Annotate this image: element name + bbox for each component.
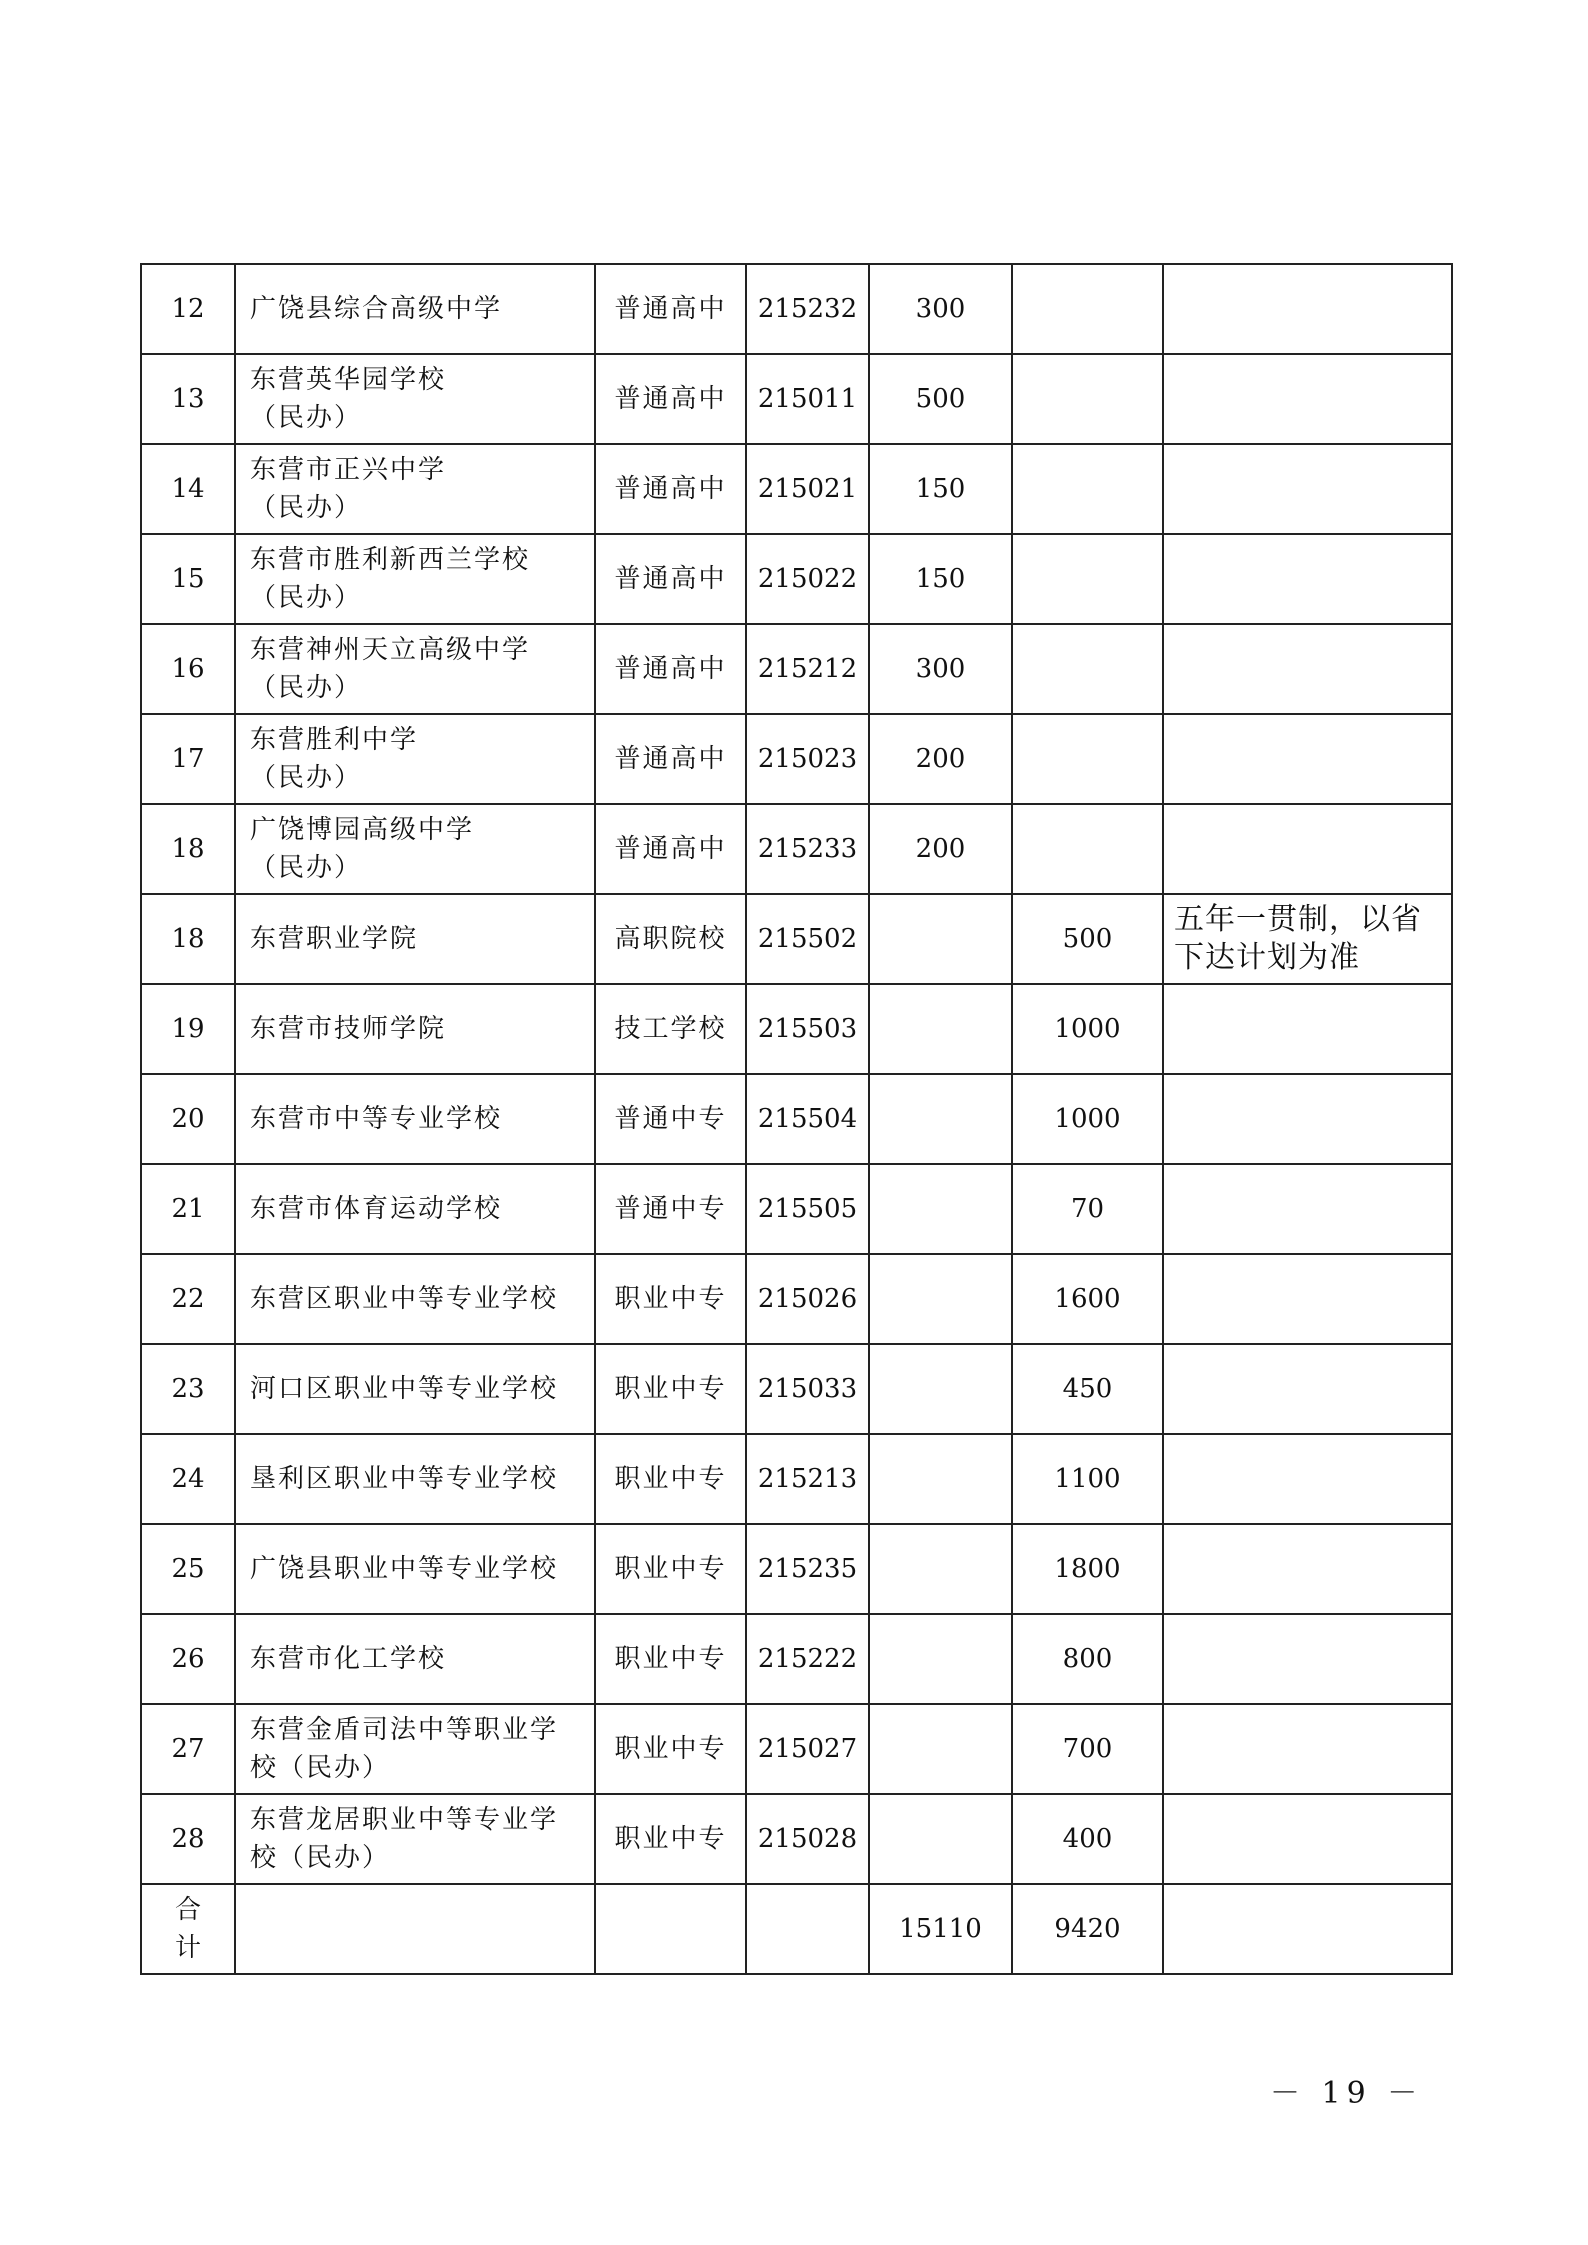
table-row (141, 1614, 1452, 1704)
vocational-plan-cell: 1000 (1012, 984, 1163, 1074)
table-row (141, 1344, 1452, 1434)
high-school-plan-cell: 200 (869, 804, 1012, 894)
school-code-cell: 215503 (746, 984, 869, 1074)
remark-cell (1163, 1254, 1452, 1344)
row-number-cell: 26 (141, 1614, 235, 1704)
high-school-plan-cell: 150 (869, 534, 1012, 624)
table-row (141, 1794, 1452, 1884)
vocational-plan-cell: 1100 (1012, 1434, 1163, 1524)
empty-cell (746, 1884, 869, 1974)
school-type-cell: 普通中专 (595, 1164, 746, 1254)
school-name-cell: 东营市胜利新西兰学校 （民办） (235, 534, 595, 624)
vocational-plan-cell: 1600 (1012, 1254, 1163, 1344)
high-school-plan-cell: 150 (869, 444, 1012, 534)
row-number-cell: 25 (141, 1524, 235, 1614)
school-name-cell: 垦利区职业中等专业学校 (235, 1434, 595, 1524)
remark-cell (1163, 804, 1452, 894)
remark-cell (1163, 714, 1452, 804)
high-school-plan-cell (869, 984, 1012, 1074)
remark-cell (1163, 1164, 1452, 1254)
remark-cell (1163, 1434, 1452, 1524)
school-code-cell: 215222 (746, 1614, 869, 1704)
remark-cell (1163, 444, 1452, 534)
school-code-cell: 215028 (746, 1794, 869, 1884)
vocational-plan-cell: 800 (1012, 1614, 1163, 1704)
table-row (141, 1254, 1452, 1344)
school-type-cell: 普通高中 (595, 264, 746, 354)
high-school-plan-cell: 200 (869, 714, 1012, 804)
table-row (141, 1524, 1452, 1614)
high-school-plan-cell (869, 1614, 1012, 1704)
remark-cell (1163, 1794, 1452, 1884)
vocational-plan-cell (1012, 264, 1163, 354)
school-type-cell: 普通高中 (595, 624, 746, 714)
row-number-cell: 28 (141, 1794, 235, 1884)
school-code-cell: 215021 (746, 444, 869, 534)
school-code-cell: 215022 (746, 534, 869, 624)
school-name-cell: 广饶博园高级中学 （民办） (235, 804, 595, 894)
vocational-plan-cell: 70 (1012, 1164, 1163, 1254)
total-label-cell: 合 计 (141, 1884, 235, 1974)
row-number-cell: 21 (141, 1164, 235, 1254)
vocational-plan-cell (1012, 534, 1163, 624)
school-name-cell: 东营市体育运动学校 (235, 1164, 595, 1254)
table-row (141, 1704, 1452, 1794)
vocational-plan-cell (1012, 624, 1163, 714)
school-name-cell: 广饶县综合高级中学 (235, 264, 595, 354)
school-name-cell: 东营英华园学校 （民办） (235, 354, 595, 444)
school-name-cell: 东营市正兴中学 （民办） (235, 444, 595, 534)
high-school-plan-cell (869, 1794, 1012, 1884)
table-row (141, 1434, 1452, 1524)
school-code-cell: 215502 (746, 894, 869, 984)
school-code-cell: 215232 (746, 264, 869, 354)
school-type-cell: 职业中专 (595, 1524, 746, 1614)
vocational-plan-cell: 450 (1012, 1344, 1163, 1434)
table-row (141, 624, 1452, 714)
remark-cell (1163, 624, 1452, 714)
table-row (141, 984, 1452, 1074)
school-name-cell: 东营龙居职业中等专业学 校（民办） (235, 1794, 595, 1884)
enrollment-plan-table (140, 263, 1453, 1975)
high-school-plan-cell: 500 (869, 354, 1012, 444)
row-number-cell: 20 (141, 1074, 235, 1164)
school-type-cell: 普通高中 (595, 534, 746, 624)
table-row (141, 534, 1452, 624)
school-code-cell: 215233 (746, 804, 869, 894)
table-row (141, 444, 1452, 534)
vocational-plan-cell (1012, 444, 1163, 534)
table-row (141, 264, 1452, 354)
table-row (141, 354, 1452, 444)
school-name-cell: 东营区职业中等专业学校 (235, 1254, 595, 1344)
school-type-cell: 普通高中 (595, 804, 746, 894)
high-school-plan-cell (869, 894, 1012, 984)
remark-cell (1163, 264, 1452, 354)
table-row (141, 1074, 1452, 1164)
row-number-cell: 18 (141, 894, 235, 984)
page-number: － 19 － (1270, 2076, 1424, 2111)
high-school-plan-cell (869, 1074, 1012, 1164)
school-code-cell: 215212 (746, 624, 869, 714)
school-code-cell: 215033 (746, 1344, 869, 1434)
school-name-cell: 广饶县职业中等专业学校 (235, 1524, 595, 1614)
vocational-plan-cell (1012, 804, 1163, 894)
row-number-cell: 13 (141, 354, 235, 444)
school-code-cell: 215011 (746, 354, 869, 444)
vocational-plan-cell: 1000 (1012, 1074, 1163, 1164)
enrollment-plan-table-container (140, 263, 1453, 1975)
school-name-cell: 东营胜利中学 （民办） (235, 714, 595, 804)
remark-cell (1163, 984, 1452, 1074)
empty-cell (1163, 1884, 1452, 1974)
remark-cell (1163, 1344, 1452, 1434)
row-number-cell: 17 (141, 714, 235, 804)
high-school-plan-cell: 300 (869, 264, 1012, 354)
school-code-cell: 215505 (746, 1164, 869, 1254)
school-type-cell: 职业中专 (595, 1614, 746, 1704)
high-school-plan-cell (869, 1434, 1012, 1524)
empty-cell (595, 1884, 746, 1974)
remark-cell (1163, 1704, 1452, 1794)
school-code-cell: 215026 (746, 1254, 869, 1344)
remark-cell (1163, 354, 1452, 444)
remark-cell (1163, 1524, 1452, 1614)
table-row (141, 804, 1452, 894)
row-number-cell: 23 (141, 1344, 235, 1434)
high-school-plan-cell (869, 1254, 1012, 1344)
school-code-cell: 215213 (746, 1434, 869, 1524)
school-code-cell: 215027 (746, 1704, 869, 1794)
empty-cell (235, 1884, 595, 1974)
vocational-plan-cell (1012, 714, 1163, 804)
high-school-plan-cell (869, 1524, 1012, 1614)
vocational-plan-cell: 700 (1012, 1704, 1163, 1794)
vocational-plan-cell: 400 (1012, 1794, 1163, 1884)
school-type-cell: 职业中专 (595, 1794, 746, 1884)
school-type-cell: 职业中专 (595, 1344, 746, 1434)
school-name-cell: 东营神州天立高级中学 （民办） (235, 624, 595, 714)
school-name-cell: 东营市化工学校 (235, 1614, 595, 1704)
row-number-cell: 12 (141, 264, 235, 354)
school-type-cell: 技工学校 (595, 984, 746, 1074)
row-number-cell: 19 (141, 984, 235, 1074)
school-type-cell: 普通中专 (595, 1074, 746, 1164)
school-type-cell: 普通高中 (595, 444, 746, 534)
school-name-cell: 东营市技师学院 (235, 984, 595, 1074)
total-high-school-cell: 15110 (869, 1884, 1012, 1974)
school-name-cell: 东营职业学院 (235, 894, 595, 984)
school-name-cell: 东营市中等专业学校 (235, 1074, 595, 1164)
row-number-cell: 15 (141, 534, 235, 624)
row-number-cell: 16 (141, 624, 235, 714)
table-row (141, 714, 1452, 804)
row-number-cell: 14 (141, 444, 235, 534)
school-code-cell: 215235 (746, 1524, 869, 1614)
table-row (141, 894, 1452, 984)
school-type-cell: 高职院校 (595, 894, 746, 984)
school-name-cell: 东营金盾司法中等职业学 校（民办） (235, 1704, 595, 1794)
total-row (141, 1884, 1452, 1974)
remark-cell (1163, 1614, 1452, 1704)
vocational-plan-cell (1012, 354, 1163, 444)
school-type-cell: 职业中专 (595, 1704, 746, 1794)
vocational-plan-cell: 500 (1012, 894, 1163, 984)
school-type-cell: 普通高中 (595, 714, 746, 804)
row-number-cell: 24 (141, 1434, 235, 1524)
row-number-cell: 27 (141, 1704, 235, 1794)
school-code-cell: 215023 (746, 714, 869, 804)
total-vocational-cell: 9420 (1012, 1884, 1163, 1974)
school-type-cell: 普通高中 (595, 354, 746, 444)
remark-cell (1163, 534, 1452, 624)
row-number-cell: 18 (141, 804, 235, 894)
remark-cell: 五年一贯制，以省下达计划为准 (1163, 894, 1452, 984)
school-name-cell: 河口区职业中等专业学校 (235, 1344, 595, 1434)
high-school-plan-cell (869, 1704, 1012, 1794)
school-code-cell: 215504 (746, 1074, 869, 1164)
high-school-plan-cell: 300 (869, 624, 1012, 714)
row-number-cell: 22 (141, 1254, 235, 1344)
high-school-plan-cell (869, 1164, 1012, 1254)
table-body (141, 264, 1452, 1974)
table-row (141, 1164, 1452, 1254)
vocational-plan-cell: 1800 (1012, 1524, 1163, 1614)
remark-cell (1163, 1074, 1452, 1164)
school-type-cell: 职业中专 (595, 1434, 746, 1524)
high-school-plan-cell (869, 1344, 1012, 1434)
school-type-cell: 职业中专 (595, 1254, 746, 1344)
